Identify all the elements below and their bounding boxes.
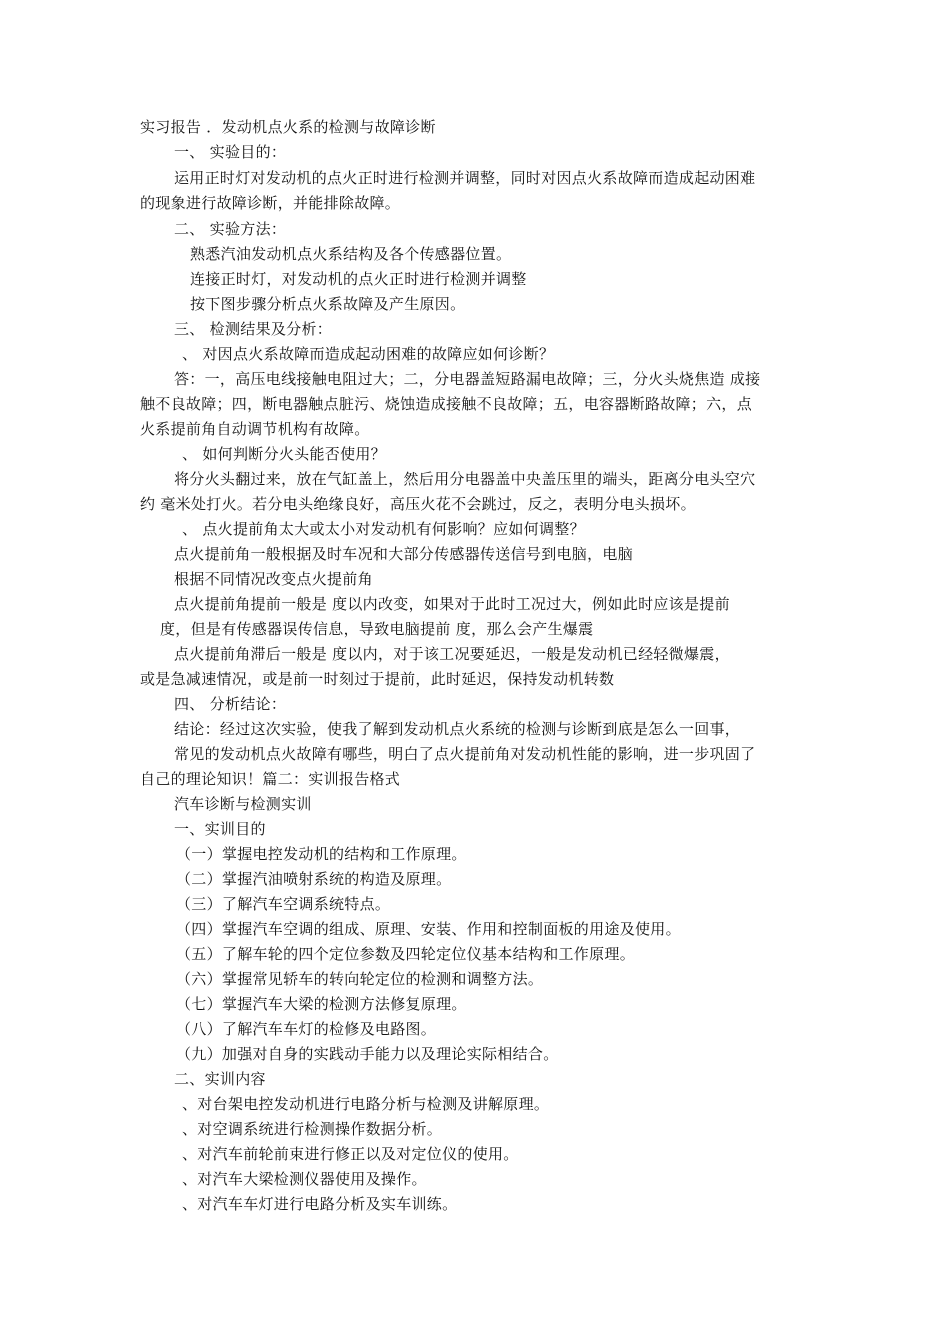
list-item: 、对台架电控发动机进行电路分析与检测及讲解原理。	[182, 1095, 550, 1113]
paragraph-line: 点火提前角提前一般是 度以内改变，如果对于此时工况过大，例如此时应该是提前	[174, 595, 730, 613]
list-item: （五）了解车轮的四个定位参数及四轮定位仪基本结构和工作原理。	[176, 945, 636, 963]
subtitle: 汽车诊断与检测实训	[174, 795, 312, 813]
paragraph-line: 答：一，高压电线接触电阻过大；二，分电器盖短路漏电故障；三，分火头烧焦造 成接	[174, 370, 761, 388]
question-line: 、 如何判断分火头能否使用？	[182, 445, 386, 463]
list-item: （九）加强对自身的实践动手能力以及理论实际相结合。	[176, 1045, 559, 1063]
paragraph-line: 常见的发动机点火故障有哪些，明白了点火提前角对发动机性能的影响，进一步巩固了	[174, 745, 756, 763]
paragraph-line: 触不良故障；四，断电器触点脏污、烧蚀造成接触不良故障；五，电容器断路故障；六，点	[140, 395, 753, 413]
list-item: （七）掌握汽车大梁的检测方法修复原理。	[176, 995, 467, 1013]
list-item: （一）掌握电控发动机的结构和工作原理。	[176, 845, 467, 863]
paragraph-line: 度，但是有传感器误传信息，导致电脑提前 度，那么会产生爆震	[160, 620, 594, 638]
paragraph-line: 火系提前角自动调节机构有故障。	[140, 420, 370, 438]
section-heading: 二、实训内容	[174, 1070, 266, 1088]
section-heading: 一、 实验目的：	[174, 143, 287, 161]
paragraph-line: 按下图步骤分析点火系故障及产生原因。	[190, 295, 466, 313]
paragraph-line: 约 毫米处打火。若分电头绝缘良好，高压火花不会跳过，反之，表明分电头损坏。	[140, 495, 696, 513]
list-item: （八）了解汽车车灯的检修及电路图。	[176, 1020, 437, 1038]
report-title: 实习报告 ．发动机点火系的检测与故障诊断	[140, 118, 436, 136]
paragraph-line: 连接正时灯，对发动机的点火正时进行检测并调整	[190, 270, 527, 288]
question-line: 、 点火提前角太大或太小对发动机有何影响？应如何调整？	[182, 520, 585, 538]
section-heading: 四、 分析结论：	[174, 695, 287, 713]
section-heading: 三、 检测结果及分析：	[174, 320, 333, 338]
paragraph-line: 运用正时灯对发动机的点火正时进行检测并调整，同时对因点火系故障而造成起动困难	[174, 169, 756, 187]
list-item: （四）掌握汽车空调的组成、原理、安装、作用和控制面板的用途及使用。	[176, 920, 681, 938]
list-item: 、对汽车大梁检测仪器使用及操作。	[182, 1170, 427, 1188]
list-item: 、对汽车车灯进行电路分析及实车训练。	[182, 1195, 458, 1213]
paragraph-line: 根据不同情况改变点火提前角	[174, 570, 373, 588]
section-heading: 一、实训目的	[174, 820, 266, 838]
paragraph-line: 结论：经过这次实验，使我了解到发动机点火系统的检测与诊断到底是怎么一回事，	[174, 720, 741, 738]
paragraph-line: 点火提前角一般根据及时车况和大部分传感器传送信号到电脑，电脑	[174, 545, 634, 563]
list-item: （二）掌握汽油喷射系统的构造及原理。	[176, 870, 452, 888]
list-item: 、对空调系统进行检测操作数据分析。	[182, 1120, 443, 1138]
paragraph-line: 点火提前角滞后一般是 度以内，对于该工况要延迟，一般是发动机已经轻微爆震，	[174, 645, 730, 663]
section-heading: 二、 实验方法：	[174, 220, 287, 238]
list-item: （六）掌握常见轿车的转向轮定位的检测和调整方法。	[176, 970, 544, 988]
paragraph-line: 熟悉汽油发动机点火系结构及各个传感器位置。	[190, 245, 512, 263]
question-line: 、 对因点火系故障而造成起动困难的故障应如何诊断？	[182, 345, 555, 363]
paragraph-line: 将分火头翻过来，放在气缸盖上，然后用分电器盖中央盖压里的端头，距离分电头空穴	[174, 470, 756, 488]
paragraph-line: 或是急减速情况，或是前一时刻过于提前，此时延迟，保持发动机转数	[140, 670, 615, 688]
paragraph-line: 自己的理论知识！篇二：实训报告格式	[140, 770, 401, 788]
list-item: （三）了解汽车空调系统特点。	[176, 895, 391, 913]
list-item: 、对汽车前轮前束进行修正以及对定位仪的使用。	[182, 1145, 519, 1163]
paragraph-line: 的现象进行故障诊断，并能排除故障。	[140, 194, 401, 212]
